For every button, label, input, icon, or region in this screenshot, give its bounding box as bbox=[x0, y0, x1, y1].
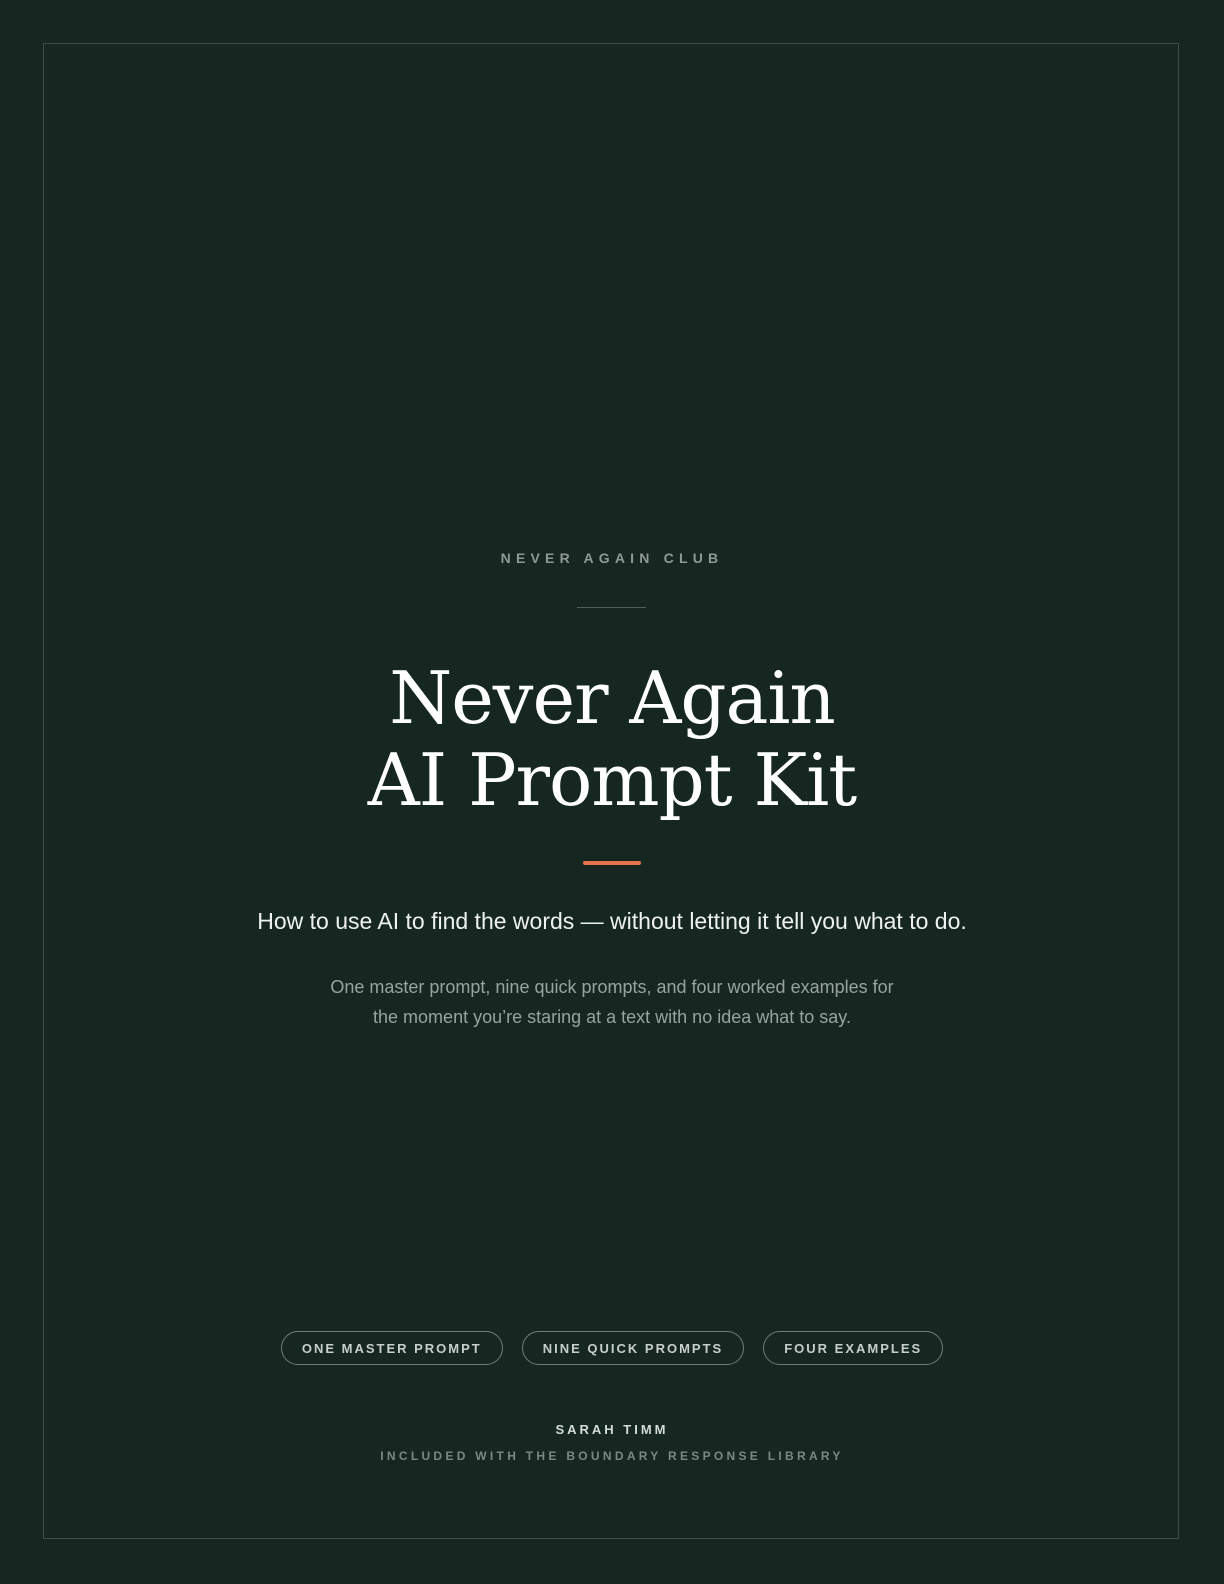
description-line-2: the moment you’re staring at a text with no idea what to say. bbox=[373, 1007, 851, 1027]
author-name: SARAH TIMM bbox=[555, 1422, 669, 1437]
brand-divider bbox=[577, 607, 646, 608]
title-line-2: AI Prompt Kit bbox=[367, 738, 857, 822]
tag-examples: FOUR EXAMPLES bbox=[763, 1331, 943, 1365]
tag-master-prompt: ONE MASTER PROMPT bbox=[281, 1331, 503, 1365]
title-line-1: Never Again bbox=[389, 656, 835, 740]
subtitle: How to use AI to find the words — without letting it tell you what to do. bbox=[257, 908, 967, 934]
brand-label: NEVER AGAIN CLUB bbox=[500, 550, 724, 566]
included-note: INCLUDED WITH THE BOUNDARY RESPONSE LIBRARY bbox=[380, 1449, 844, 1463]
feature-tags bbox=[0, 1331, 1224, 1365]
description-line-1: One master prompt, nine quick prompts, and four worked examples for bbox=[330, 977, 894, 997]
accent-divider bbox=[583, 861, 641, 865]
page-title bbox=[0, 657, 1224, 821]
tag-quick-prompts: NINE QUICK PROMPTS bbox=[522, 1331, 744, 1365]
description bbox=[0, 972, 1224, 1032]
